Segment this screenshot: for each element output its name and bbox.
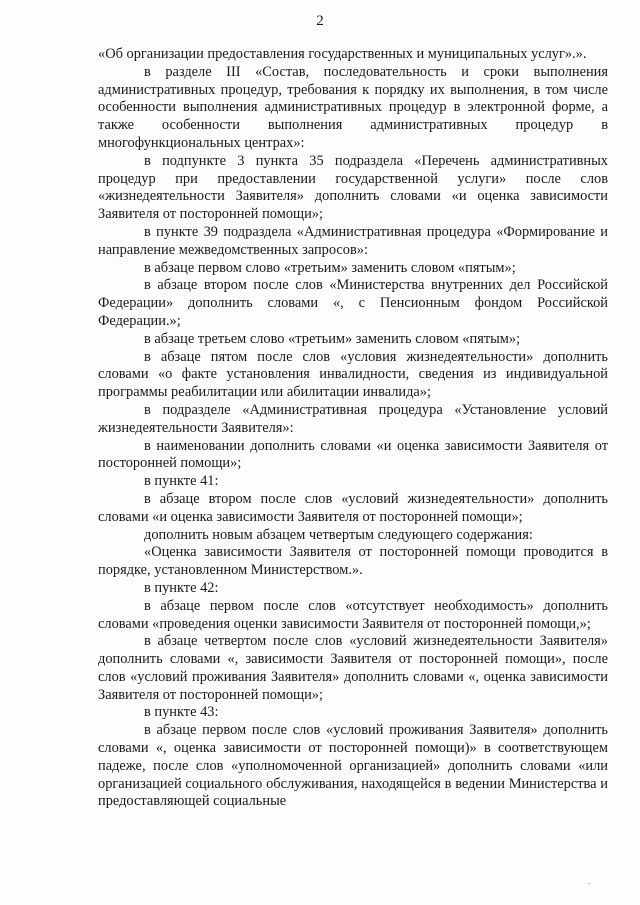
paragraph: в абзаце первом слово «третьим» заменить словом «пятым»;	[144, 259, 516, 276]
paragraph: в наименовании дополнить словами «и оценка зависимости Заявителя от посторонней помощи»;	[98, 437, 608, 472]
paragraph: в пункте 43:	[144, 704, 219, 721]
paragraph: в пункте 42:	[144, 579, 219, 596]
paragraph: в абзаце четвертом после слов «условий жизнедеятельности Заявителя» дополнить словами «, зависимости Заявителя от посторонней помощи», после слов «условий проживания Заявителя» дополнить словами «, оценка зависимости Заявителя от посторонней помощи»;	[98, 633, 608, 703]
paragraph: в абзаце третьем слово «третьим» заменить словом «пятым»;	[144, 330, 521, 347]
page-number: 2	[316, 13, 324, 29]
paragraph: дополнить новым абзацем четвертым следующего содержания:	[144, 526, 533, 543]
paragraph: в абзаце первом после слов «условий проживания Заявителя» дополнить словами «, оценка зависимости от посторонней помощи)» в соответствующем падеже, после слов «уполномоченной организацией» дополнить словами «или организацией социального обслуживания, находящейся в ведении Министерства и предоставляющей социальные	[98, 722, 608, 810]
scan-mark: .	[588, 877, 590, 886]
paragraph: в абзаце первом после слов «отсутствует необходимость» дополнить словами «проведения оценки зависимости Заявителя от посторонней помощи,»;	[98, 597, 608, 632]
paragraph: «Оценка зависимости Заявителя от посторонней помощи проводится в порядке, установленном Министерством.».	[98, 544, 608, 579]
paragraph: «Об организации предоставления государственных и муниципальных услуг».».	[98, 46, 587, 62]
paragraph: в абзаце втором после слов «условий жизнедеятельности» дополнить словами «и оценка зависимости Заявителя от посторонней помощи»;	[98, 490, 608, 525]
paragraph: в пункте 39 подраздела «Административная процедура «Формирование и направление межведомственных запросов»:	[98, 223, 608, 258]
paragraph: в абзаце втором после слов «Министерства внутренних дел Российской Федерации» дополнить словами «, с Пенсионным фондом Российской Федерации.»;	[98, 277, 608, 329]
paragraph: в пункте 41:	[144, 473, 219, 490]
paragraph: в разделе III «Состав, последовательность и сроки выполнения административных процедур, требования к порядку их выполнения, в том числе особенности выполнения административных процедур в электронной форме, а также особенности выполнения административных процедур в многофункциональных центрах»:	[98, 63, 608, 151]
paragraph: в подразделе «Административная процедура «Установление условий жизнедеятельности Заявителя»:	[98, 401, 608, 436]
paragraph: в подпункте 3 пункта 35 подраздела «Перечень административных процедур при предоставлении государственной услуги» после слов «жизнедеятельности Заявителя» дополнить словами «и оценка зависимости Заявителя от посторонней помощи»;	[98, 152, 608, 223]
paragraph: в абзаце пятом после слов «условия жизнедеятельности» дополнить словами «о факте установления инвалидности, сведения из индивидуальной программы реабилитации или абилитации инвалида»;	[98, 348, 608, 401]
document-body	[98, 46, 608, 811]
